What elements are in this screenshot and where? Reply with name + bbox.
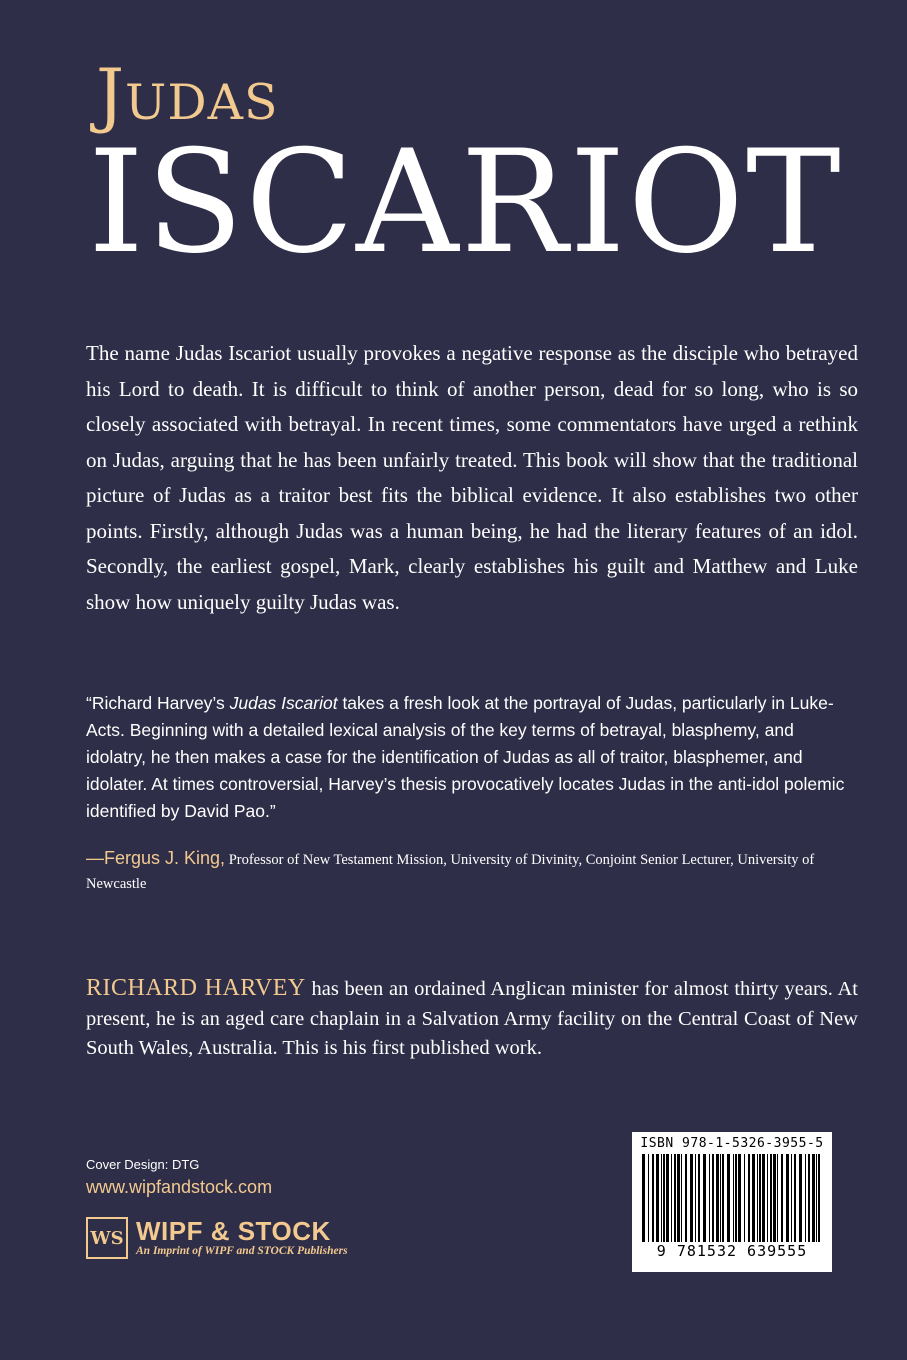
barcode-bar (663, 1154, 665, 1242)
endorser-name: —Fergus J. King, (86, 848, 226, 868)
barcode-bar (722, 1154, 724, 1242)
barcode-bar (781, 1154, 783, 1242)
endorsement-lead: “Richard Harvey’s (86, 693, 230, 713)
barcode-bar (752, 1154, 755, 1242)
barcode-bar (773, 1154, 776, 1242)
author-bio-text: has been an ordained Anglican minister for almost thirty years. At present, he is an aged care chaplain in a Salvation Army facility on the Central Coast of New South Wales, Australia. This is his first published work. (86, 978, 858, 1059)
barcode-bar (748, 1154, 750, 1242)
barcode-bar (716, 1154, 719, 1242)
barcode-bar (733, 1154, 734, 1242)
cover-design-credit: Cover Design: DTG (86, 1157, 200, 1172)
barcode-bar (677, 1154, 680, 1242)
barcode-bar (681, 1154, 682, 1242)
title-line-judas: Judas (96, 54, 279, 136)
barcode-bar (744, 1154, 745, 1242)
publisher-logo-mark: WS (86, 1217, 128, 1259)
barcode-bar (712, 1154, 714, 1242)
barcode-bar (695, 1154, 696, 1242)
barcode-bar (770, 1154, 772, 1242)
barcode-bar (698, 1154, 700, 1242)
barcode-bar (818, 1154, 820, 1242)
barcode-bar (727, 1154, 730, 1242)
barcode-bar (661, 1154, 662, 1242)
author-name: RICHARD HARVEY (86, 975, 306, 1001)
barcode-bar (674, 1154, 676, 1242)
barcode-bar (794, 1154, 796, 1242)
endorsement-text: takes a fresh look at the portrayal of Judas, particularly in Luke-Acts. Beginning with a detailed lexical analysis of the key terms of betrayal, blasphemy, and idolatry, he then makes a case for the identification of Judas as all of traitor, blasphemer, and idolater. At times controversial, Harvey’s thesis provocatively locates Judas in the anti-idol polemic identified by David Pao.” (86, 693, 845, 821)
publisher-logo (86, 1217, 348, 1259)
barcode-bar (738, 1154, 741, 1242)
barcode-bar (666, 1154, 669, 1242)
barcode-bar (642, 1154, 645, 1242)
barcode-bar (799, 1154, 802, 1242)
barcode-bar (709, 1154, 710, 1242)
endorser-affiliation: Professor of New Testament Mission, University of Divinity, Conjoint Senior Lecturer, University of Newcastle (86, 852, 815, 892)
barcode-bar (808, 1154, 810, 1242)
barcode-bar (786, 1154, 789, 1242)
publisher-logo-text (136, 1218, 348, 1258)
barcode-bar (767, 1154, 768, 1242)
barcode-bar (685, 1154, 687, 1242)
book-description: The name Judas Iscariot usually provokes a negative response as the disciple who betrayed his Lord to death. It is difficult to think of another person, dead for so long, who is so closely associated with betrayal. In recent times, some commentators have urged a rethink on Judas, arguing that he has been unfairly treated. This book will show that the traditional picture of Judas as a traitor best fits the biblical evidence. It also establishes two other points. Firstly, although Judas was a human being, he had the literary features of an idol. Secondly, the earliest gospel, Mark, clearly establishes his guilt and Matthew and Luke show how uniquely guilty Judas was. (86, 341, 858, 614)
barcode-bar (720, 1154, 721, 1242)
barcode-bar (757, 1154, 758, 1242)
barcode-bar (703, 1154, 706, 1242)
endorsement-quote (86, 690, 846, 825)
barcode-bar (652, 1154, 654, 1242)
barcode-bar (671, 1154, 672, 1242)
title-line-iscariot: ISCARIOT (88, 120, 843, 285)
barcode-bar (690, 1154, 693, 1242)
publisher-imprint: An Imprint of WIPF and STOCK Publishers (136, 1245, 348, 1257)
barcode-bar (762, 1154, 765, 1242)
endorsement-book-title: Judas Iscariot (229, 693, 338, 713)
barcode-bars (640, 1154, 824, 1242)
author-bio (86, 974, 858, 1064)
barcode-bar (648, 1154, 649, 1242)
publisher-url: www.wipfandstock.com (86, 1177, 273, 1197)
barcode-bar (805, 1154, 806, 1242)
barcode-bar (777, 1154, 778, 1242)
isbn-barcode (632, 1132, 832, 1272)
barcode-bar (656, 1154, 659, 1242)
barcode-bar (735, 1154, 737, 1242)
barcode-bar (816, 1154, 817, 1242)
endorsement-attribution (86, 846, 856, 896)
barcode-bar (812, 1154, 815, 1242)
barcode-number: 9 781532 639555 (656, 1242, 808, 1260)
publisher-name: WIPF & STOCK (136, 1216, 331, 1246)
isbn-label: ISBN 978-1-5326-3955-5 (640, 1136, 824, 1151)
barcode-bar (759, 1154, 761, 1242)
barcode-bar (791, 1154, 792, 1242)
